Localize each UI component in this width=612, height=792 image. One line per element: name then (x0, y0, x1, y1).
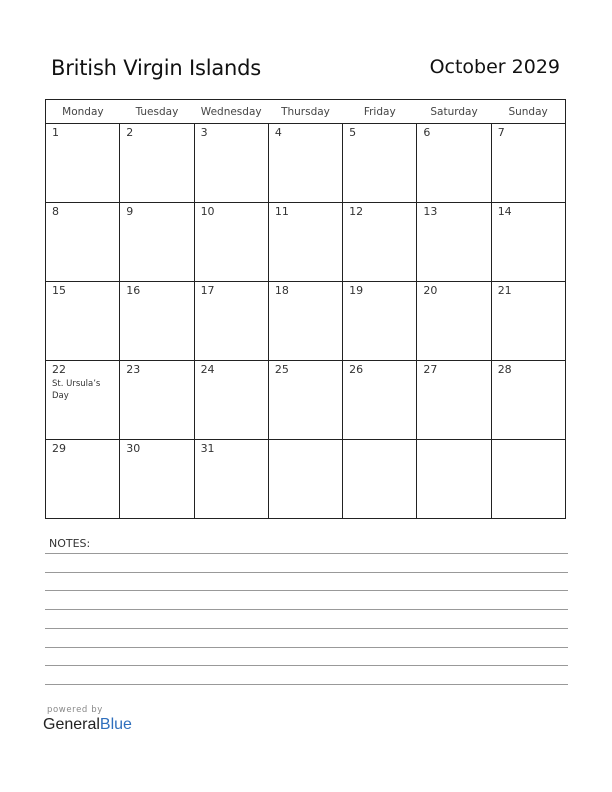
calendar-day-cell (491, 124, 565, 203)
calendar-day-cell (194, 361, 268, 440)
day-number: 1 (52, 126, 59, 139)
calendar-day-cell (46, 440, 120, 519)
calendar-day-cell (417, 124, 491, 203)
note-line (45, 553, 568, 554)
calendar-day-cell (268, 124, 342, 203)
calendar-day-cell (194, 282, 268, 361)
day-number: 22 (52, 363, 66, 376)
day-number: 27 (423, 363, 438, 376)
calendar-day-cell (268, 282, 342, 361)
weekday-friday: Friday (343, 100, 417, 124)
day-number: 5 (349, 126, 357, 139)
calendar-day-cell (343, 361, 417, 440)
day-number: 21 (497, 284, 512, 297)
calendar-country-title: British Virgin Islands (51, 56, 262, 80)
brand-blue-text: Blue (99, 716, 132, 733)
day-number: 19 (349, 284, 364, 297)
calendar-day-cell (194, 440, 268, 519)
weekday-wednesday: Wednesday (194, 100, 268, 124)
day-number: 23 (126, 363, 141, 376)
calendar-grid (45, 99, 566, 519)
day-number: 18 (274, 284, 289, 297)
note-line (45, 628, 568, 629)
weekday-saturday: Saturday (417, 100, 491, 124)
calendar-day-cell (491, 282, 565, 361)
calendar-day-cell (343, 440, 417, 519)
day-number: 17 (200, 284, 215, 297)
day-number: 20 (423, 284, 438, 297)
day-number: 24 (200, 363, 215, 376)
day-number: 4 (274, 126, 282, 139)
weekday-monday: Monday (46, 100, 120, 124)
day-number: 16 (126, 284, 141, 297)
day-number: 11 (274, 205, 289, 218)
day-number: 12 (349, 205, 364, 218)
weekday-header-row (46, 100, 566, 124)
calendar-day-cell (417, 440, 491, 519)
calendar-day-cell (343, 282, 417, 361)
day-number: 15 (52, 284, 66, 297)
note-line (45, 590, 568, 591)
day-number: 30 (126, 442, 141, 455)
holiday-label: St. Ursula’s Day (52, 379, 101, 401)
brand-general-text: General (43, 716, 100, 733)
calendar-day-cell (417, 282, 491, 361)
calendar-day-cell (120, 282, 194, 361)
calendar-day-cell (46, 203, 120, 282)
note-line (45, 572, 568, 573)
calendar-day-cell (491, 440, 565, 519)
calendar-day-cell (194, 203, 268, 282)
calendar-week-row (46, 361, 566, 440)
day-number: 28 (497, 363, 512, 376)
calendar-month-title: October 2029 (429, 56, 560, 78)
calendar-day-cell (120, 203, 194, 282)
powered-by-text: powered by (47, 705, 103, 715)
calendar-day-cell (417, 203, 491, 282)
calendar-week-row (46, 440, 566, 519)
calendar-day-cell (268, 440, 342, 519)
day-number: 10 (200, 205, 215, 218)
notes-label: NOTES: (49, 537, 91, 550)
day-number: 31 (200, 442, 215, 455)
calendar-day-cell (491, 361, 565, 440)
calendar-day-cell (46, 282, 120, 361)
calendar-day-cell (343, 203, 417, 282)
day-number: 13 (423, 205, 438, 218)
calendar-day-cell (491, 203, 565, 282)
day-number: 25 (274, 363, 289, 376)
day-number: 8 (52, 205, 59, 218)
day-number: 9 (126, 205, 134, 218)
calendar-day-cell (120, 361, 194, 440)
calendar-week-row (46, 203, 566, 282)
note-line (45, 684, 568, 685)
calendar-day-cell (268, 203, 342, 282)
weekday-tuesday: Tuesday (120, 100, 194, 124)
generalblue-logo (43, 716, 132, 734)
weekday-thursday: Thursday (268, 100, 342, 124)
day-number: 29 (52, 442, 66, 455)
calendar-day-cell (46, 124, 120, 203)
day-number: 6 (423, 126, 431, 139)
calendar-day-cell (268, 361, 342, 440)
note-line (45, 647, 568, 648)
calendar-week-row (46, 124, 566, 203)
calendar-day-cell (194, 124, 268, 203)
day-number: 26 (349, 363, 364, 376)
calendar-day-cell (417, 361, 491, 440)
note-line (45, 609, 568, 610)
day-number: 7 (497, 126, 505, 139)
calendar-day-cell (120, 124, 194, 203)
calendar-day-cell (120, 440, 194, 519)
note-line (45, 665, 568, 666)
day-number: 3 (200, 126, 208, 139)
calendar-body (46, 124, 566, 519)
calendar-day-cell (343, 124, 417, 203)
calendar-week-row (46, 282, 566, 361)
day-number: 14 (497, 205, 512, 218)
calendar-day-cell (46, 361, 120, 440)
day-number: 2 (126, 126, 134, 139)
weekday-sunday: Sunday (491, 100, 565, 124)
